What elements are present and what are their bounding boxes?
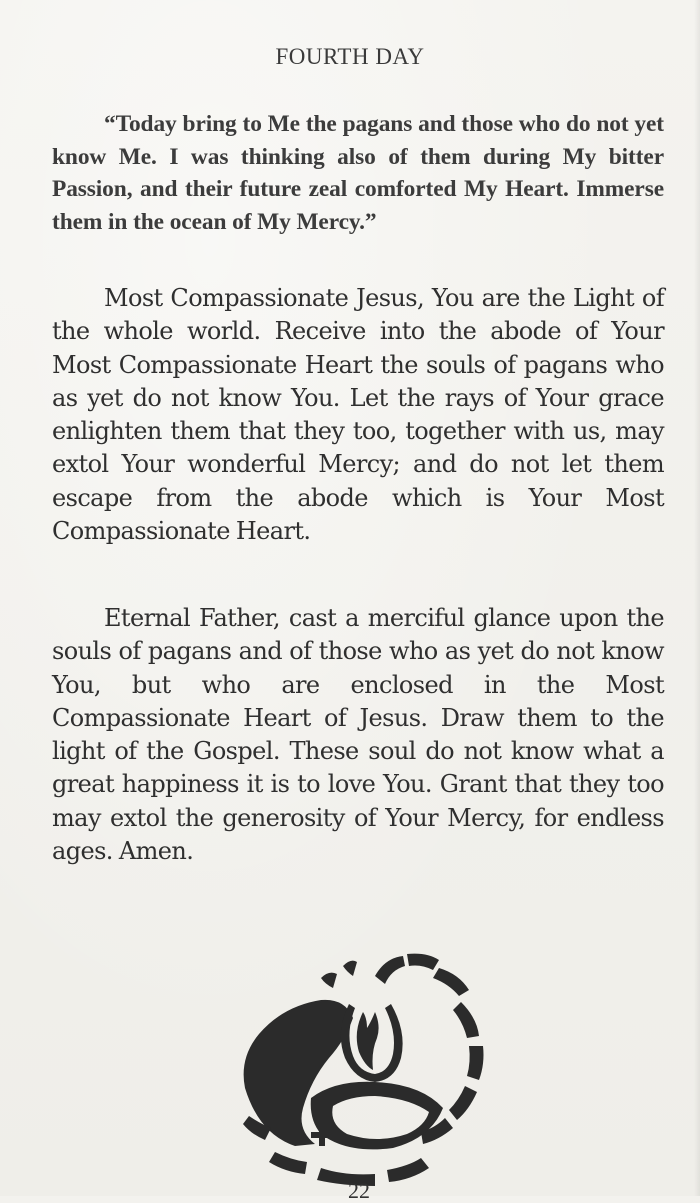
- prayer-paragraph-2: Eternal Father, cast a merciful glance upon the souls of pagans and of those who as yet do not know You, but who are enclosed in the Most Compassionate Heart of Jesus. Draw them to the light of the Gospel. These soul do not know what a great happiness it is to love You. Grant that they too may extol the generosity of Your Mercy, for endless ages. Amen.: [52, 604, 664, 866]
- prayer-paragraph-1: Most Compassionate Jesus, You are the Light of the whole world. Receive into the abode of Your Most Compassionate Heart the souls of pagans who as yet do not know You. Let the rays of Your grace enlighten them that they too, together with us, may extol Your wonderful Mercy; and do not let them escape from the abode which is Your Most Compassionate Heart.: [52, 284, 664, 546]
- page-title: FOURTH DAY: [275, 44, 425, 69]
- page-edge-shadow: [694, 0, 700, 1196]
- page-number: 22: [348, 1178, 370, 1203]
- quote-paragraph: “Today bring to Me the pagans and those who do not yet know Me. I was thinking also of them during My bitter Passion, and their future zeal comforted My Heart. Immerse them in the ocean of My Mercy.”: [52, 111, 664, 235]
- lamp-flame-emblem-icon: [225, 948, 505, 1188]
